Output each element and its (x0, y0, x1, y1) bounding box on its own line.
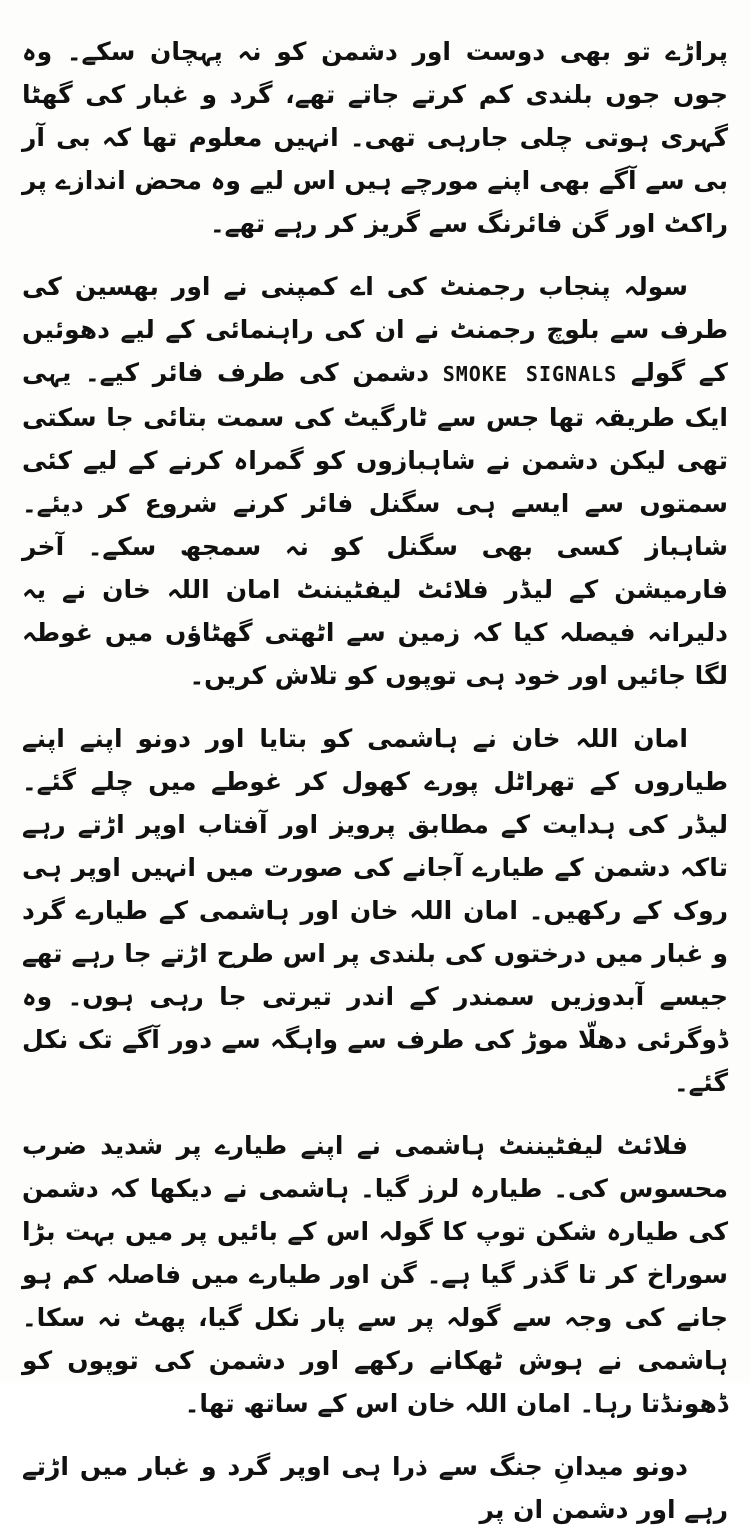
paragraph-4-text: فلائٹ لیفٹیننٹ ہاشمی نے اپنے طیارے پر شدید ضرب محسوس کی۔ طیارہ لرز گیا۔ ہاشمی نے دیکھا کہ دشمن کی طیارہ شکن توپ کا گولہ اس کے بائیں پر میں بہت بڑا سوراخ کر تا گذر گیا ہے۔ گن اور طیارے میں فاصلہ کم ہو جانے کی وجہ سے گولہ پر سے پار نکل گیا، پھٹ نہ سکا۔ ہاشمی نے ہوش ٹھکانے رکھے اور دشمن کی توپوں کو ڈھونڈتا رہا۔ امان اللہ خان اس کے ساتھ تھا۔ (22, 1131, 728, 1418)
paragraph-1-text: پراڑے تو بھی دوست اور دشمن کو نہ پہچان سکے۔ وہ جوں جوں بلندی کم کرتے جاتے تھے، گرد و غبار کی گھٹا گہری ہوتی چلی جارہی تھی۔ انہیں معلوم تھا کہ بی آر بی سے آگے بھی اپنے مورچے ہیں اس لیے وہ محض اندازے پر راکٹ اور گن فائرنگ سے گریز کر رہے تھے۔ (22, 37, 728, 238)
paragraph-2 (22, 265, 728, 697)
paragraph-3 (22, 717, 728, 1104)
paragraph-2-text-after: دشمن کی طرف فائر کیے۔ یہی ایک طریقہ تھا جس سے ٹارگیٹ کی سمت بتائی جا سکتی تھی لیکن دشمن نے شاہبازوں کو گمراہ کرنے کے لیے کئی سمتوں سے ایسے ہی سگنل فائر کرنے شروع کر دیئے۔ شاہباز کسی بھی سگنل کو نہ سمجھ سکے۔ آخر فارمیشن کے لیڈر فلائٹ لیفٹیننٹ امان اللہ خان نے یہ دلیرانہ فیصلہ کیا کہ زمین سے اٹھتی گھٹاؤں میں غوطہ لگا جائیں اور خود ہی توپوں کو تلاش کریں۔ (22, 358, 728, 690)
smoke-signals-label: SMOKE SIGNALS (442, 362, 618, 386)
paragraph-4 (22, 1124, 728, 1425)
paragraph-5-text: دونو میدانِ جنگ سے ذرا ہی اوپر گرد و غبار میں اڑتے رہے اور دشمن ان پر (22, 1452, 728, 1524)
page-text (22, 30, 728, 1531)
paragraph-5 (22, 1445, 728, 1531)
paragraph-2-text-before: سولہ پنجاب رجمنٹ کی اے کمپنی نے اور بھسین کی طرف سے بلوچ رجمنٹ نے ان کی راہنمائی کے لیے دھوئیں کے گولے (22, 272, 728, 387)
paragraph-1 (22, 30, 728, 245)
paragraph-3-text: امان اللہ خان نے ہاشمی کو بتایا اور دونو اپنے اپنے طیاروں کے تھراٹل پورے کھول کر غوطے میں چلے گئے۔ لیڈر کی ہدایت کے مطابق پرویز اور آفتاب اوپر اڑتے رہے تاکہ دشمن کے طیارے آجانے کی صورت میں انہیں اوپر ہی روک کے رکھیں۔ امان اللہ خان اور ہاشمی کے طیارے گرد و غبار میں درختوں کی بلندی پر اس طرح اڑتے جا رہے تھے جیسے آبدوزیں سمندر کے اندر تیرتی جا رہی ہوں۔ وہ ڈوگرئی دھلّا موڑ کی طرف سے واہگہ سے دور آگے تک نکل گئے۔ (22, 724, 728, 1097)
